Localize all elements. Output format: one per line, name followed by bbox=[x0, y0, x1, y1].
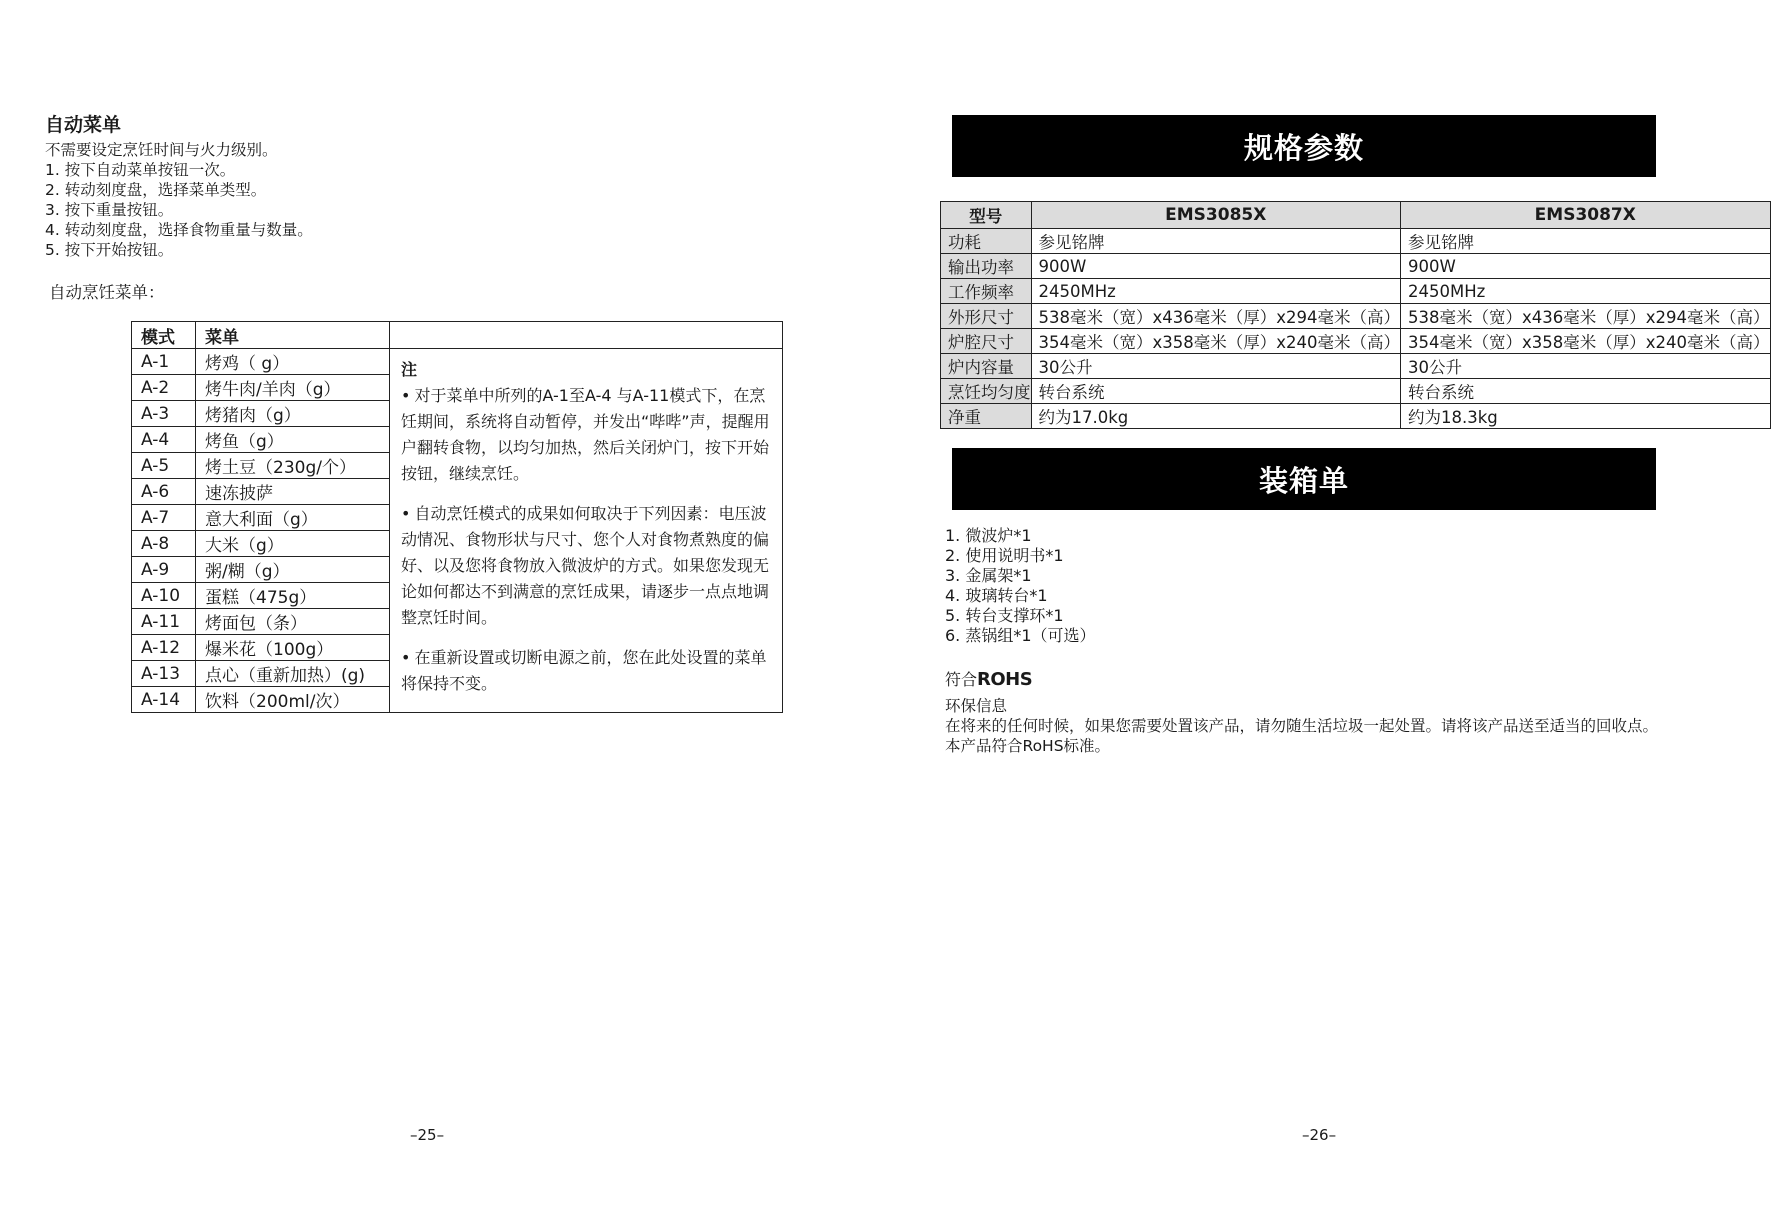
environment-info bbox=[945, 696, 1658, 756]
spec-value-1: 354毫米（宽）x358毫米（厚）x240毫米（高） bbox=[1031, 329, 1401, 354]
spec-value-1: 30公升 bbox=[1031, 354, 1401, 379]
menu-code: A-13 bbox=[132, 661, 196, 687]
menu-code: A-5 bbox=[132, 453, 196, 479]
spec-value-2: 30公升 bbox=[1401, 354, 1771, 379]
intro-line: 5. 按下开始按钮。 bbox=[45, 241, 174, 259]
spec-header-row bbox=[941, 202, 1771, 229]
menu-dish: 烤鸡（ g） bbox=[196, 349, 390, 375]
spec-value-2: 2450MHz bbox=[1401, 279, 1771, 304]
env-title: 环保信息 bbox=[945, 697, 1008, 715]
menu-code: A-1 bbox=[132, 349, 196, 375]
list-item: 3. 金属架*1 bbox=[945, 566, 1032, 585]
bullet-icon: • bbox=[401, 648, 411, 667]
menu-code: A-2 bbox=[132, 375, 196, 401]
note-text: 自动烹饪模式的成果如何取决于下列因素：电压波动情况、食物形状与尺寸、您个人对食物煮熟度的偏好、以及您将食物放入微波炉的方式。如果您发现无论如何都达不到满意的烹饪成果，请逐步一点点地调整烹饪时间。 bbox=[401, 504, 770, 627]
spec-label: 输出功率 bbox=[941, 254, 1032, 279]
spec-label: 炉腔尺寸 bbox=[941, 329, 1032, 354]
table-row bbox=[132, 349, 783, 375]
menu-code: A-7 bbox=[132, 505, 196, 531]
menu-dish: 烤面包（条） bbox=[196, 609, 390, 635]
spec-value-1: 参见铭牌 bbox=[1031, 229, 1401, 254]
spec-table bbox=[940, 201, 1771, 429]
spec-value-1: 约为17.0kg bbox=[1031, 404, 1401, 429]
rohs-prefix: 符合 bbox=[945, 670, 978, 689]
table-row bbox=[941, 254, 1771, 279]
section-title-auto-menu: 自动菜单 bbox=[45, 114, 122, 136]
spec-value-1: 538毫米（宽）x436毫米（厚）x294毫米（高） bbox=[1031, 304, 1401, 329]
list-item: 1. 微波炉*1 bbox=[945, 526, 1032, 545]
menu-code: A-9 bbox=[132, 557, 196, 583]
intro-line: 2. 转动刻度盘，选择菜单类型。 bbox=[45, 181, 267, 199]
menu-dish: 大米（g） bbox=[196, 531, 390, 557]
spec-title-banner: 规格参数 bbox=[952, 115, 1656, 177]
table-header-row bbox=[132, 322, 783, 349]
menu-dish: 烤猪肉（g） bbox=[196, 401, 390, 427]
menu-dish: 蛋糕（475g） bbox=[196, 583, 390, 609]
spec-value-2: 约为18.3kg bbox=[1401, 404, 1771, 429]
table-row bbox=[941, 304, 1771, 329]
menu-code: A-12 bbox=[132, 635, 196, 661]
spec-label: 外形尺寸 bbox=[941, 304, 1032, 329]
page-number-left: –25– bbox=[410, 1126, 445, 1144]
spec-value-2: 538毫米（宽）x436毫米（厚）x294毫米（高） bbox=[1401, 304, 1771, 329]
env-line: 在将来的任何时候，如果您需要处置该产品，请勿随生活垃圾一起处置。请将该产品送至适当的回收点。 bbox=[945, 717, 1659, 735]
menu-dish: 烤牛肉/羊肉（g） bbox=[196, 375, 390, 401]
packing-title-banner: 装箱单 bbox=[952, 448, 1656, 510]
menu-dish: 烤鱼（g） bbox=[196, 427, 390, 453]
header-mode: 模式 bbox=[132, 322, 196, 349]
intro-line: 不需要设定烹饪时间与火力级别。 bbox=[45, 141, 278, 159]
menu-dish: 粥/糊（g） bbox=[196, 557, 390, 583]
packing-list bbox=[945, 526, 1096, 646]
intro-line: 3. 按下重量按钮。 bbox=[45, 201, 174, 219]
intro-instructions bbox=[45, 140, 313, 260]
menu-code: A-10 bbox=[132, 583, 196, 609]
spec-value-1: 900W bbox=[1031, 254, 1401, 279]
menu-code: A-8 bbox=[132, 531, 196, 557]
spec-value-2: 参见铭牌 bbox=[1401, 229, 1771, 254]
list-item: 5. 转台支撑环*1 bbox=[945, 606, 1064, 625]
table-row bbox=[941, 279, 1771, 304]
note-title: 注 bbox=[401, 360, 418, 379]
header-menu: 菜单 bbox=[196, 322, 390, 349]
menu-code: A-6 bbox=[132, 479, 196, 505]
header-model-label: 型号 bbox=[941, 202, 1032, 229]
spec-label: 炉内容量 bbox=[941, 354, 1032, 379]
spec-label: 工作频率 bbox=[941, 279, 1032, 304]
table-row bbox=[941, 329, 1771, 354]
rohs-compliance bbox=[945, 667, 1032, 690]
auto-menu-table bbox=[131, 321, 783, 713]
note-paragraph bbox=[401, 501, 774, 631]
bullet-icon: • bbox=[401, 504, 411, 523]
env-line: 本产品符合RoHS标准。 bbox=[945, 737, 1111, 755]
list-item: 4. 玻璃转台*1 bbox=[945, 586, 1048, 605]
left-page bbox=[0, 0, 860, 1227]
intro-line: 4. 转动刻度盘，选择食物重量与数量。 bbox=[45, 221, 313, 239]
list-item: 6. 蒸锅组*1（可选） bbox=[945, 626, 1096, 645]
header-model-2: EMS3087X bbox=[1401, 202, 1771, 229]
menu-dish: 速冻披萨 bbox=[196, 479, 390, 505]
bullet-icon: • bbox=[401, 386, 411, 405]
page-number-right: –26– bbox=[1302, 1126, 1337, 1144]
menu-dish: 饮料（200ml/次） bbox=[196, 687, 390, 713]
spec-value-1: 转台系统 bbox=[1031, 379, 1401, 404]
intro-line: 1. 按下自动菜单按钮一次。 bbox=[45, 161, 236, 179]
menu-code: A-14 bbox=[132, 687, 196, 713]
table-row bbox=[941, 354, 1771, 379]
table-row bbox=[941, 379, 1771, 404]
note-text: 在重新设置或切断电源之前，您在此处设置的菜单将保持不变。 bbox=[401, 648, 767, 693]
auto-menu-label: 自动烹饪菜单： bbox=[49, 283, 165, 302]
list-item: 2. 使用说明书*1 bbox=[945, 546, 1064, 565]
spec-value-1: 2450MHz bbox=[1031, 279, 1401, 304]
menu-dish: 点心（重新加热）(g) bbox=[196, 661, 390, 687]
menu-dish: 意大利面（g） bbox=[196, 505, 390, 531]
table-row bbox=[941, 404, 1771, 429]
note-text: 对于菜单中所列的A-1至A-4 与A-11模式下，在烹饪期间，系统将自动暂停，并发出“哔哔”声，提醒用户翻转食物，以均匀加热，然后关闭炉门，按下开始按钮，继续烹饪。 bbox=[401, 386, 770, 483]
spec-value-2: 900W bbox=[1401, 254, 1771, 279]
spec-value-2: 354毫米（宽）x358毫米（厚）x240毫米（高） bbox=[1401, 329, 1771, 354]
header-notes bbox=[390, 322, 783, 349]
note-paragraph bbox=[401, 645, 774, 697]
menu-code: A-3 bbox=[132, 401, 196, 427]
spec-label: 烹饪均匀度 bbox=[941, 379, 1032, 404]
spec-label: 净重 bbox=[941, 404, 1032, 429]
header-model-1: EMS3085X bbox=[1031, 202, 1401, 229]
menu-dish: 烤土豆（230g/个） bbox=[196, 453, 390, 479]
spec-label: 功耗 bbox=[941, 229, 1032, 254]
right-page bbox=[860, 0, 1770, 1227]
table-row bbox=[941, 229, 1771, 254]
rohs-logo: ROHS bbox=[977, 669, 1033, 690]
menu-code: A-11 bbox=[132, 609, 196, 635]
menu-dish: 爆米花（100g） bbox=[196, 635, 390, 661]
notes-cell bbox=[390, 349, 783, 713]
menu-code: A-4 bbox=[132, 427, 196, 453]
spec-value-2: 转台系统 bbox=[1401, 379, 1771, 404]
note-paragraph bbox=[401, 383, 774, 487]
